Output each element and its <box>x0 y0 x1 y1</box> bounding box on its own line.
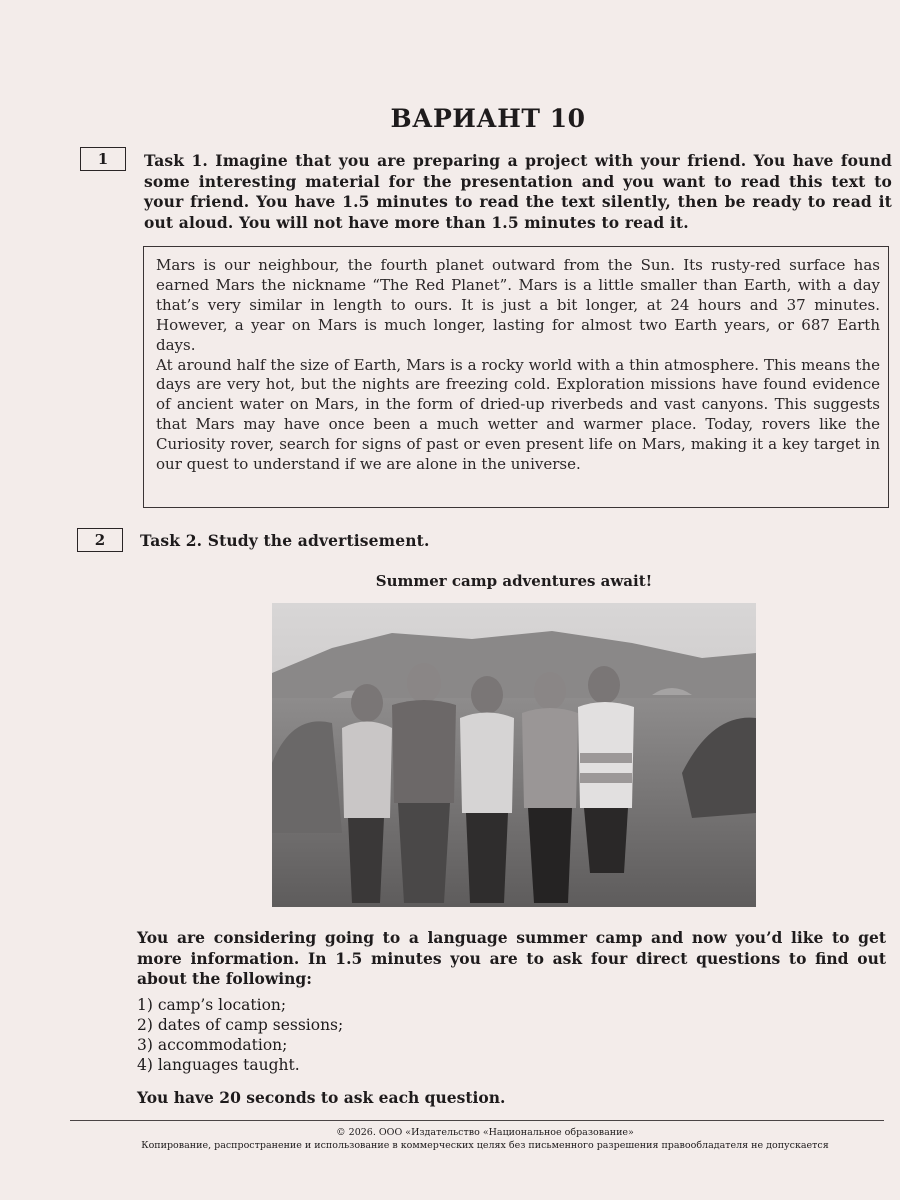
summer-camp-photo <box>272 603 756 907</box>
advertisement-heading: Summer camp adventures await! <box>375 572 653 590</box>
question-item: 4) languages taught. <box>137 1056 300 1074</box>
questions-intro: You are considering going to a language summer camp and now you’d like to get more information. In 1.5 minutes you are to ask four direct questions to find out about the following: <box>137 928 886 988</box>
question-item: 3) accommodation; <box>137 1036 288 1054</box>
page-title: ВАРИАНТ 10 <box>390 104 586 133</box>
task2-instructions: Task 2. Study the advertisement. <box>140 531 430 550</box>
reading-text-paragraph-1: Mars is our neighbour, the fourth planet outward from the Sun. Its rusty-red surface has earned Mars the nickname “The Red Planet”. Mars is a little smaller than Earth, with a day that’s very similar in length to ours. It is just a bit longer, at 24 hours and 37 minutes. However, a year on Mars is much longer, lasting for almost two Earth years, or 687 Earth days. <box>156 256 880 354</box>
footer <box>60 1126 900 1152</box>
footer-notice: Копирование, распространение и использование в коммерческих целях без письменного разрешения правообладателя не допускается <box>141 1140 829 1151</box>
questions-list <box>137 995 343 1075</box>
footer-copyright: © 2026. ООО «Издательство «Национальное образование» <box>336 1127 634 1138</box>
task1-instructions: Task 1. Imagine that you are preparing a project with your friend. You have found some interesting material for the presentation and you want to read this text to your friend. You have 1.5 minutes to read the text silently, then be ready to read it out aloud. You will not have more than 1.5 minutes to read it. <box>144 151 892 232</box>
task1-number-box: 1 <box>80 147 126 171</box>
task2-number-box: 2 <box>77 528 123 552</box>
question-item: 2) dates of camp sessions; <box>137 1016 344 1034</box>
reading-text-box <box>143 246 889 508</box>
reading-text-paragraph-2: At around half the size of Earth, Mars is a rocky world with a thin atmosphere. This means the days are very hot, but the nights are freezing cold. Exploration missions have found evidence of ancient water on Mars, in the form of dried-up riverbeds and vast canyons. This suggests that Mars may have once been a much wetter and warmer place. Today, rovers like the Curiosity rover, search for signs of past or even present life on Mars, making it a key target in our quest to understand if we are alone in the universe. <box>156 355 880 474</box>
footer-rule <box>70 1120 884 1121</box>
time-note: You have 20 seconds to ask each question. <box>137 1088 506 1107</box>
question-item: 1) camp’s location; <box>137 996 287 1014</box>
